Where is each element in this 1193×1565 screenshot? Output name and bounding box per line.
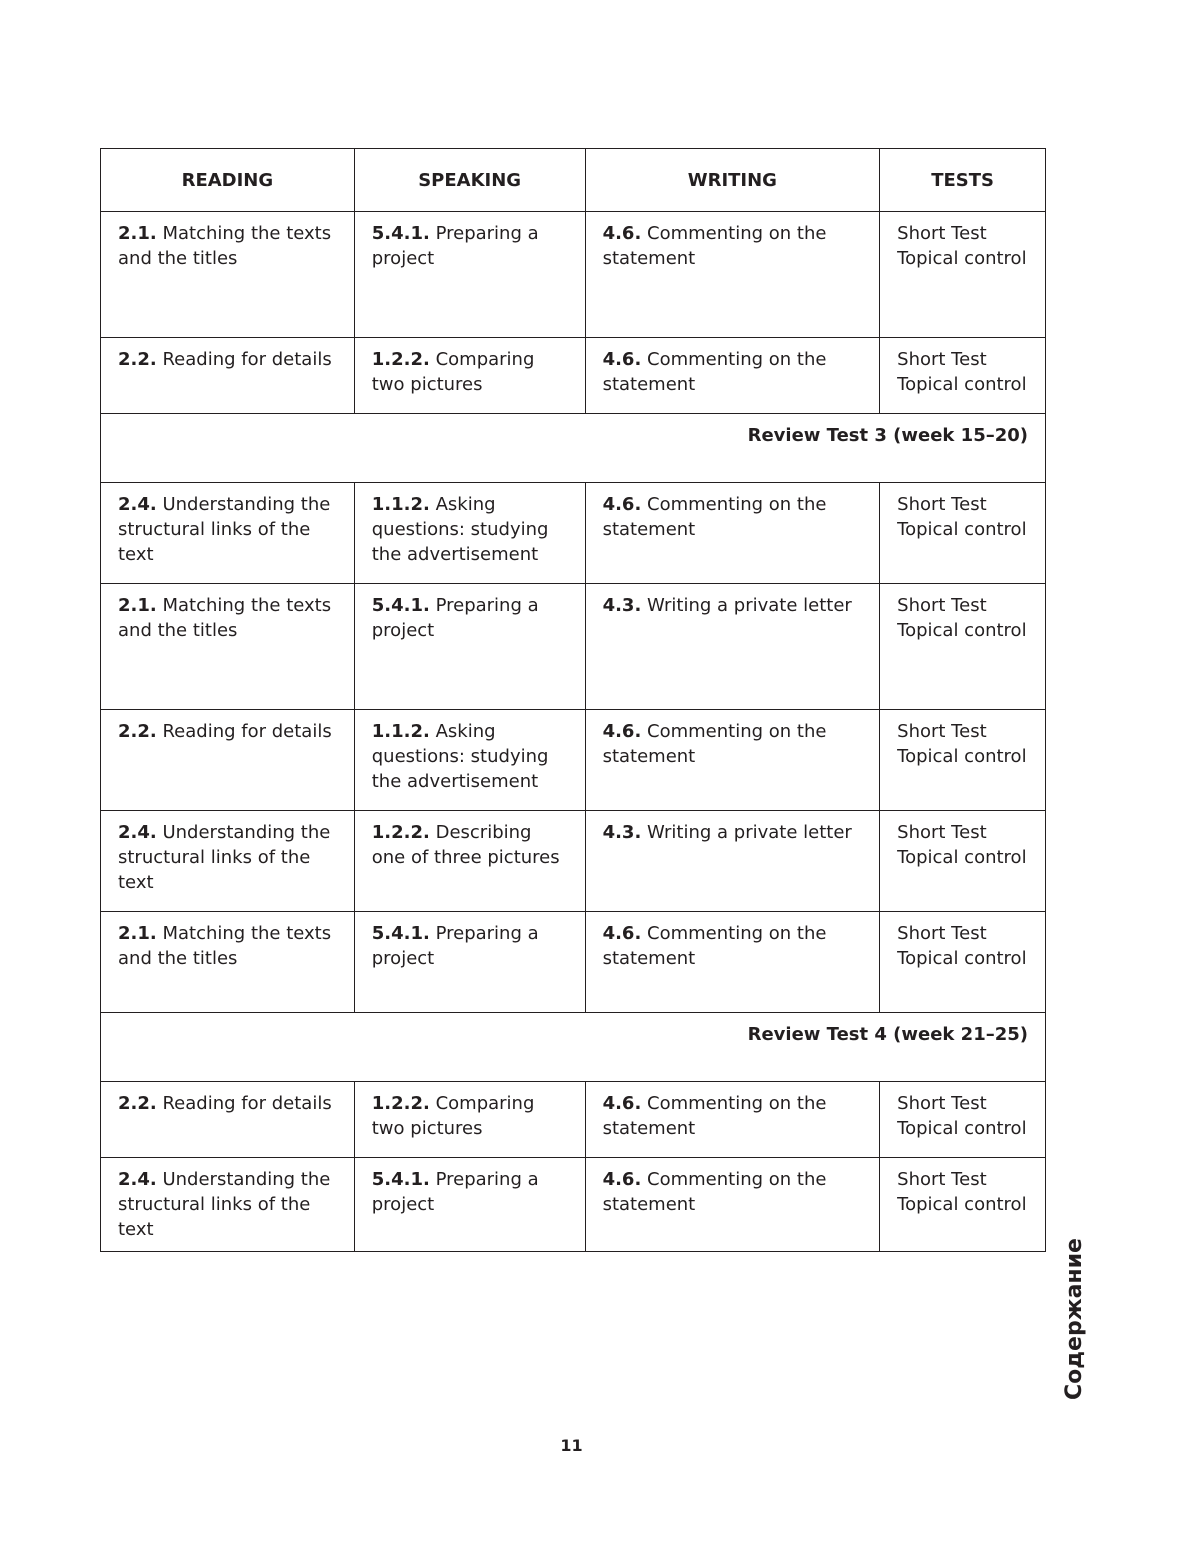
skill-text: Short Test Topical control xyxy=(897,595,1027,641)
header-reading: READING xyxy=(101,149,355,212)
writing-cell xyxy=(585,1158,880,1252)
skill-text: Preparing a project xyxy=(371,1169,539,1215)
speaking-cell xyxy=(354,811,585,912)
skill-text: Writing a private letter xyxy=(647,595,852,616)
skill-code: 5.4.1. xyxy=(371,595,430,616)
tests-cell xyxy=(880,1158,1046,1252)
reading-cell xyxy=(101,483,355,584)
writing-cell xyxy=(585,811,880,912)
review-test-label: Review Test 3 (week 15–20) xyxy=(101,414,1046,483)
skill-code: 2.4. xyxy=(118,1169,157,1190)
skill-text: Preparing a project xyxy=(371,223,539,269)
skill-text: Writing a private letter xyxy=(647,822,852,843)
skill-code: 2.4. xyxy=(118,822,157,843)
skill-text: Understanding the structural links of the text xyxy=(118,1169,331,1240)
table-row xyxy=(101,212,1046,338)
header-speaking: SPEAKING xyxy=(354,149,585,212)
page-number: 11 xyxy=(560,1436,583,1455)
skill-code: 1.2.2. xyxy=(371,822,430,843)
skill-text: Matching the texts and the titles xyxy=(118,223,332,269)
header-row xyxy=(101,149,1046,212)
skill-text: Short Test Topical control xyxy=(897,721,1027,767)
skill-text: Short Test Topical control xyxy=(897,1093,1027,1139)
reading-cell xyxy=(101,1158,355,1252)
tests-cell xyxy=(880,338,1046,414)
writing-cell xyxy=(585,1082,880,1158)
skill-code: 4.3. xyxy=(602,595,642,616)
writing-cell xyxy=(585,338,880,414)
table-row xyxy=(101,584,1046,710)
skill-text: Asking questions: studying the advertisement xyxy=(371,494,549,565)
skill-code: 4.6. xyxy=(602,494,642,515)
skill-text: Short Test Topical control xyxy=(897,1169,1027,1215)
reading-cell xyxy=(101,338,355,414)
writing-cell xyxy=(585,912,880,1013)
skill-code: 1.2.2. xyxy=(371,1093,430,1114)
skill-code: 4.6. xyxy=(602,1169,642,1190)
skill-code: 1.1.2. xyxy=(371,494,430,515)
skill-text: Commenting on the statement xyxy=(602,1093,827,1139)
side-label: Содержание xyxy=(1062,1238,1087,1400)
skill-code: 4.3. xyxy=(602,822,642,843)
skill-text: Asking questions: studying the advertisement xyxy=(371,721,549,792)
skill-code: 4.6. xyxy=(602,923,642,944)
skill-code: 1.2.2. xyxy=(371,349,430,370)
skill-text: Commenting on the statement xyxy=(602,349,827,395)
skill-code: 4.6. xyxy=(602,223,642,244)
table-row xyxy=(101,1158,1046,1252)
header-writing: WRITING xyxy=(585,149,880,212)
skill-code: 4.6. xyxy=(602,1093,642,1114)
skill-text: Comparing two pictures xyxy=(371,349,535,395)
skill-text: Commenting on the statement xyxy=(602,223,827,269)
skill-text: Reading for details xyxy=(162,349,332,370)
skill-code: 2.1. xyxy=(118,923,157,944)
table-row xyxy=(101,811,1046,912)
skill-code: 2.2. xyxy=(118,1093,157,1114)
skill-text: Short Test Topical control xyxy=(897,822,1027,868)
speaking-cell xyxy=(354,338,585,414)
speaking-cell xyxy=(354,212,585,338)
tests-cell xyxy=(880,483,1046,584)
skill-text: Comparing two pictures xyxy=(371,1093,535,1139)
speaking-cell xyxy=(354,483,585,584)
skill-text: Commenting on the statement xyxy=(602,494,827,540)
reading-cell xyxy=(101,912,355,1013)
reading-cell xyxy=(101,584,355,710)
skill-text: Short Test Topical control xyxy=(897,494,1027,540)
skill-code: 5.4.1. xyxy=(371,923,430,944)
skill-text: Understanding the structural links of the text xyxy=(118,822,331,893)
table-row xyxy=(101,483,1046,584)
header-tests: TESTS xyxy=(880,149,1046,212)
writing-cell xyxy=(585,483,880,584)
tests-cell xyxy=(880,1082,1046,1158)
speaking-cell xyxy=(354,584,585,710)
reading-cell xyxy=(101,212,355,338)
speaking-cell xyxy=(354,912,585,1013)
table-row xyxy=(101,710,1046,811)
skill-text: Matching the texts and the titles xyxy=(118,923,332,969)
skill-text: Commenting on the statement xyxy=(602,721,827,767)
writing-cell xyxy=(585,212,880,338)
tests-cell xyxy=(880,212,1046,338)
syllabus-table xyxy=(100,148,1046,1252)
skill-text: Reading for details xyxy=(162,1093,332,1114)
skill-text: Preparing a project xyxy=(371,923,539,969)
table-row xyxy=(101,338,1046,414)
tests-cell xyxy=(880,584,1046,710)
skill-text: Short Test Topical control xyxy=(897,923,1027,969)
skill-code: 2.4. xyxy=(118,494,157,515)
review-test-label: Review Test 4 (week 21–25) xyxy=(101,1013,1046,1082)
skill-code: 2.1. xyxy=(118,223,157,244)
tests-cell xyxy=(880,811,1046,912)
table-row xyxy=(101,912,1046,1013)
reading-cell xyxy=(101,710,355,811)
skill-code: 5.4.1. xyxy=(371,1169,430,1190)
table-row xyxy=(101,1082,1046,1158)
skill-code: 2.2. xyxy=(118,349,157,370)
skill-text: Understanding the structural links of the text xyxy=(118,494,331,565)
skill-code: 5.4.1. xyxy=(371,223,430,244)
table-row xyxy=(101,1013,1046,1082)
skill-text: Commenting on the statement xyxy=(602,923,827,969)
skill-text: Matching the texts and the titles xyxy=(118,595,332,641)
skill-code: 2.2. xyxy=(118,721,157,742)
skill-text: Reading for details xyxy=(162,721,332,742)
speaking-cell xyxy=(354,710,585,811)
table-row xyxy=(101,414,1046,483)
reading-cell xyxy=(101,1082,355,1158)
skill-text: Commenting on the statement xyxy=(602,1169,827,1215)
speaking-cell xyxy=(354,1082,585,1158)
skill-text: Describing one of three pictures xyxy=(371,822,560,868)
writing-cell xyxy=(585,710,880,811)
skill-code: 1.1.2. xyxy=(371,721,430,742)
speaking-cell xyxy=(354,1158,585,1252)
skill-text: Short Test Topical control xyxy=(897,349,1027,395)
tests-cell xyxy=(880,912,1046,1013)
writing-cell xyxy=(585,584,880,710)
skill-code: 2.1. xyxy=(118,595,157,616)
tests-cell xyxy=(880,710,1046,811)
skill-text: Short Test Topical control xyxy=(897,223,1027,269)
skill-code: 4.6. xyxy=(602,721,642,742)
reading-cell xyxy=(101,811,355,912)
skill-code: 4.6. xyxy=(602,349,642,370)
skill-text: Preparing a project xyxy=(371,595,539,641)
